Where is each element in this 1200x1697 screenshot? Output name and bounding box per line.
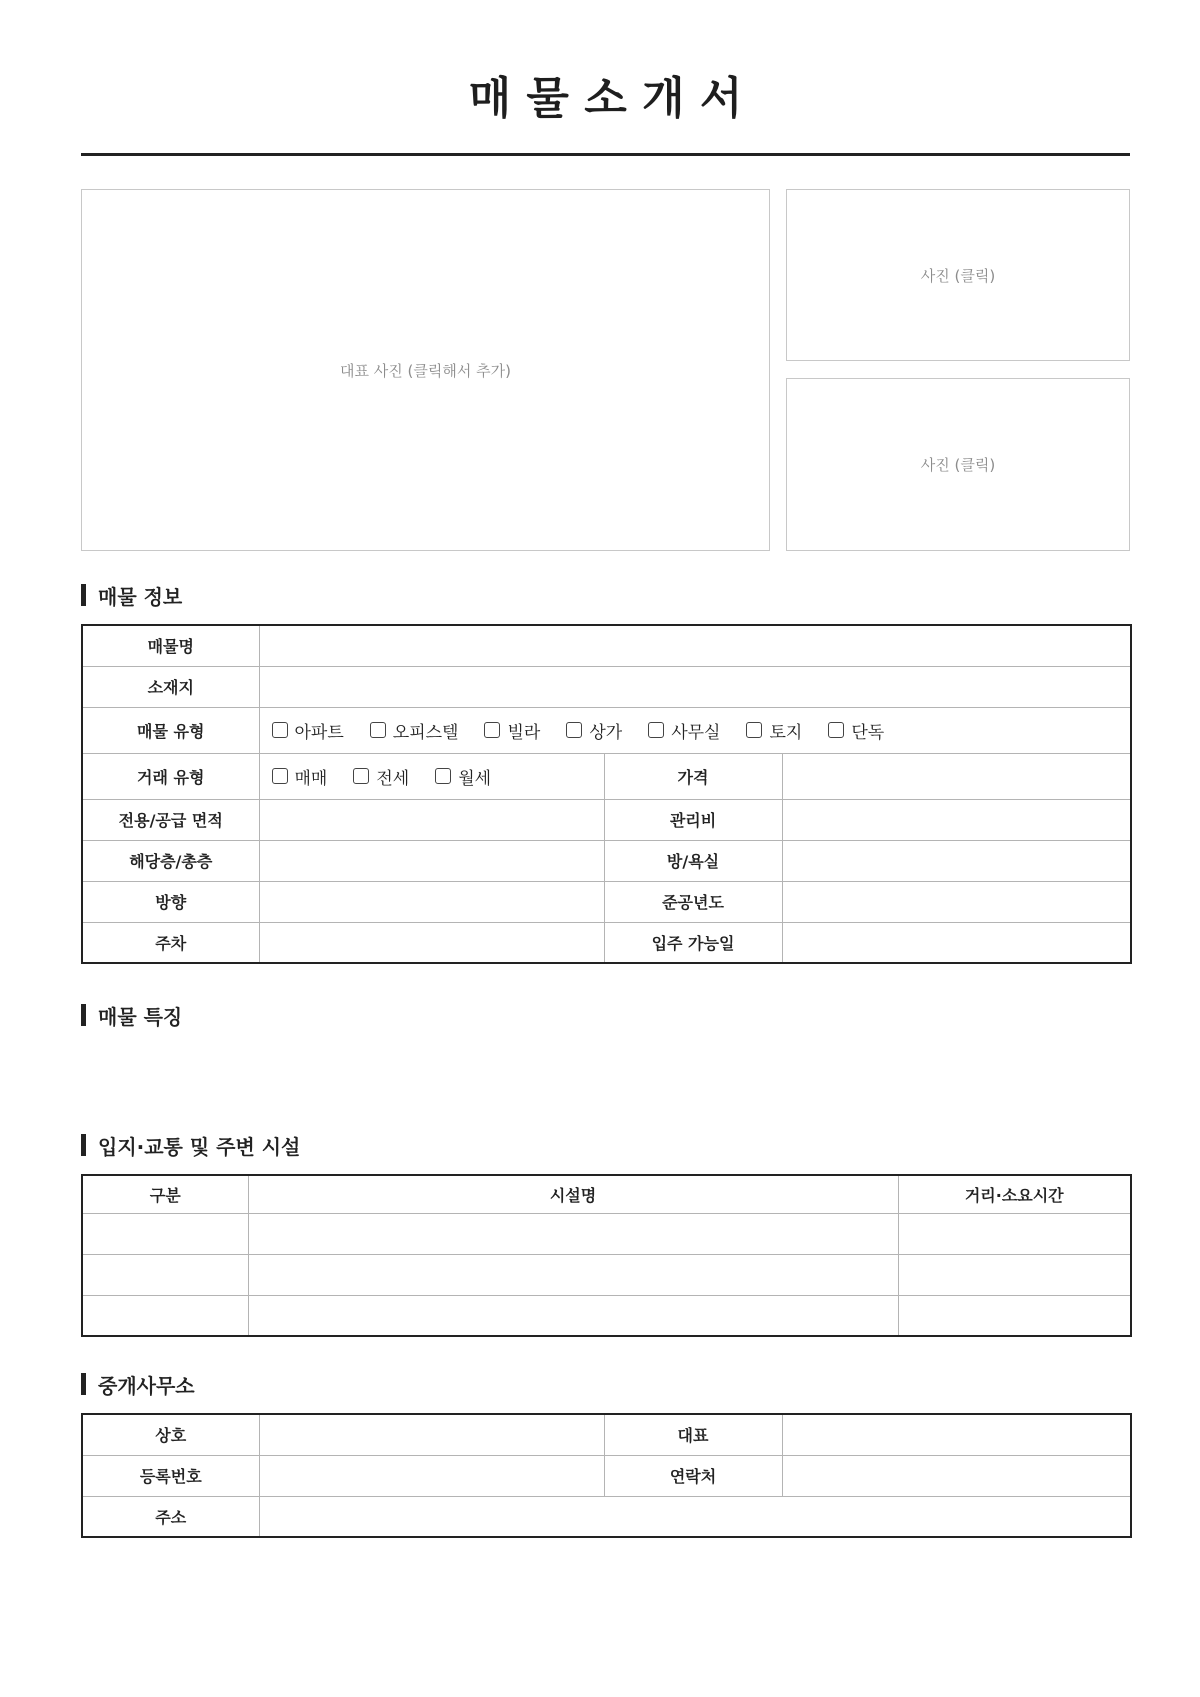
table-row xyxy=(82,1213,1131,1254)
type-option[interactable]: 상가 xyxy=(566,718,622,743)
features-text-area[interactable] xyxy=(81,1040,1130,1110)
section-marker xyxy=(81,584,86,606)
field-label: 등록번호 xyxy=(82,1455,259,1496)
table-row xyxy=(82,881,1131,922)
section-heading-features xyxy=(81,1002,182,1028)
field-label: 소재지 xyxy=(82,666,259,707)
table-row xyxy=(82,753,1131,799)
field-label: 거래 유형 xyxy=(82,753,259,799)
checkbox[interactable] xyxy=(648,722,664,738)
price-field[interactable] xyxy=(782,753,1131,799)
field-label: 주차 xyxy=(82,922,259,963)
built-year-field[interactable] xyxy=(782,881,1131,922)
checkbox[interactable] xyxy=(746,722,762,738)
floor-field[interactable] xyxy=(259,840,604,881)
table-row xyxy=(82,1414,1131,1455)
facility-cell[interactable] xyxy=(248,1213,898,1254)
page-title: 매 물 소 개 서 xyxy=(468,73,743,124)
table-row xyxy=(82,799,1131,840)
deal-type-options xyxy=(259,753,604,799)
field-label: 연락처 xyxy=(604,1455,782,1496)
field-label: 준공년도 xyxy=(604,881,782,922)
column-header: 시설명 xyxy=(248,1175,898,1213)
facility-cell[interactable] xyxy=(248,1254,898,1295)
distance-cell[interactable] xyxy=(898,1295,1131,1336)
company-name-field[interactable] xyxy=(259,1414,604,1455)
field-label: 방향 xyxy=(82,881,259,922)
table-row xyxy=(82,625,1131,666)
direction-field[interactable] xyxy=(259,881,604,922)
field-label: 대표 xyxy=(604,1414,782,1455)
section-heading-info xyxy=(81,582,182,608)
section-heading-agent xyxy=(81,1371,195,1397)
field-label: 입주 가능일 xyxy=(604,922,782,963)
facility-cell[interactable] xyxy=(248,1295,898,1336)
property-info-table xyxy=(81,624,1132,964)
agency-table xyxy=(81,1413,1132,1538)
type-option[interactable]: 토지 xyxy=(746,718,802,743)
parking-field[interactable] xyxy=(259,922,604,963)
type-option[interactable]: 사무실 xyxy=(648,718,720,743)
checkbox[interactable] xyxy=(272,768,288,784)
table-row xyxy=(82,707,1131,753)
location-table xyxy=(81,1174,1132,1337)
field-label: 상호 xyxy=(82,1414,259,1455)
field-label: 주소 xyxy=(82,1496,259,1537)
field-label: 매물 유형 xyxy=(82,707,259,753)
column-header: 구분 xyxy=(82,1175,248,1213)
table-header-row xyxy=(82,1175,1131,1213)
category-cell[interactable] xyxy=(82,1213,248,1254)
photo-slot-1[interactable] xyxy=(786,189,1130,361)
distance-cell[interactable] xyxy=(898,1254,1131,1295)
category-cell[interactable] xyxy=(82,1295,248,1336)
checkbox[interactable] xyxy=(370,722,386,738)
field-label: 방/욕실 xyxy=(604,840,782,881)
property-type-options xyxy=(259,707,1131,753)
section-title: 매물 정보 xyxy=(98,584,183,609)
agency-address-field[interactable] xyxy=(259,1496,1131,1537)
field-label: 매물명 xyxy=(82,625,259,666)
type-option[interactable]: 오피스텔 xyxy=(370,718,459,743)
photo-placeholder: 사진 (클릭) xyxy=(920,456,996,474)
table-row xyxy=(82,1496,1131,1537)
section-title: 입지·교통 및 주변 시설 xyxy=(98,1134,301,1159)
deal-option[interactable]: 월세 xyxy=(435,764,491,789)
section-marker xyxy=(81,1134,86,1156)
title-divider xyxy=(81,153,1130,156)
main-photo-slot[interactable] xyxy=(81,189,770,551)
area-field[interactable] xyxy=(259,799,604,840)
field-label: 가격 xyxy=(604,753,782,799)
field-label: 관리비 xyxy=(604,799,782,840)
property-name-field[interactable] xyxy=(259,625,1131,666)
column-header: 거리·소요시간 xyxy=(898,1175,1131,1213)
representative-field[interactable] xyxy=(782,1414,1131,1455)
checkbox[interactable] xyxy=(353,768,369,784)
contact-field[interactable] xyxy=(782,1455,1131,1496)
checkbox[interactable] xyxy=(272,722,288,738)
type-option[interactable]: 단독 xyxy=(828,718,884,743)
checkbox[interactable] xyxy=(484,722,500,738)
section-title: 매물 특징 xyxy=(98,1004,183,1029)
move-in-date-field[interactable] xyxy=(782,922,1131,963)
deal-option[interactable]: 매매 xyxy=(272,764,328,789)
main-photo-placeholder: 대표 사진 (클릭해서 추가) xyxy=(340,361,511,380)
table-row xyxy=(82,840,1131,881)
category-cell[interactable] xyxy=(82,1254,248,1295)
table-row xyxy=(82,922,1131,963)
checkbox[interactable] xyxy=(828,722,844,738)
deal-option[interactable]: 전세 xyxy=(353,764,409,789)
field-label: 전용/공급 면적 xyxy=(82,799,259,840)
section-heading-location xyxy=(81,1132,300,1158)
section-marker xyxy=(81,1004,86,1026)
photo-placeholder: 사진 (클릭) xyxy=(920,266,996,285)
table-row xyxy=(82,1295,1131,1336)
type-option[interactable]: 아파트 xyxy=(272,718,344,743)
photo-slot-2[interactable] xyxy=(786,378,1130,551)
checkbox[interactable] xyxy=(435,768,451,784)
property-address-field[interactable] xyxy=(259,666,1131,707)
checkbox[interactable] xyxy=(566,722,582,738)
table-row xyxy=(82,1254,1131,1295)
section-marker xyxy=(81,1373,86,1395)
maintenance-fee-field[interactable] xyxy=(782,799,1131,840)
field-label: 해당층/총층 xyxy=(82,840,259,881)
distance-cell[interactable] xyxy=(898,1213,1131,1254)
table-row xyxy=(82,666,1131,707)
table-row xyxy=(82,1455,1131,1496)
section-title: 중개사무소 xyxy=(98,1373,195,1398)
type-option[interactable]: 빌라 xyxy=(484,718,540,743)
rooms-field[interactable] xyxy=(782,840,1131,881)
registration-number-field[interactable] xyxy=(259,1455,604,1496)
